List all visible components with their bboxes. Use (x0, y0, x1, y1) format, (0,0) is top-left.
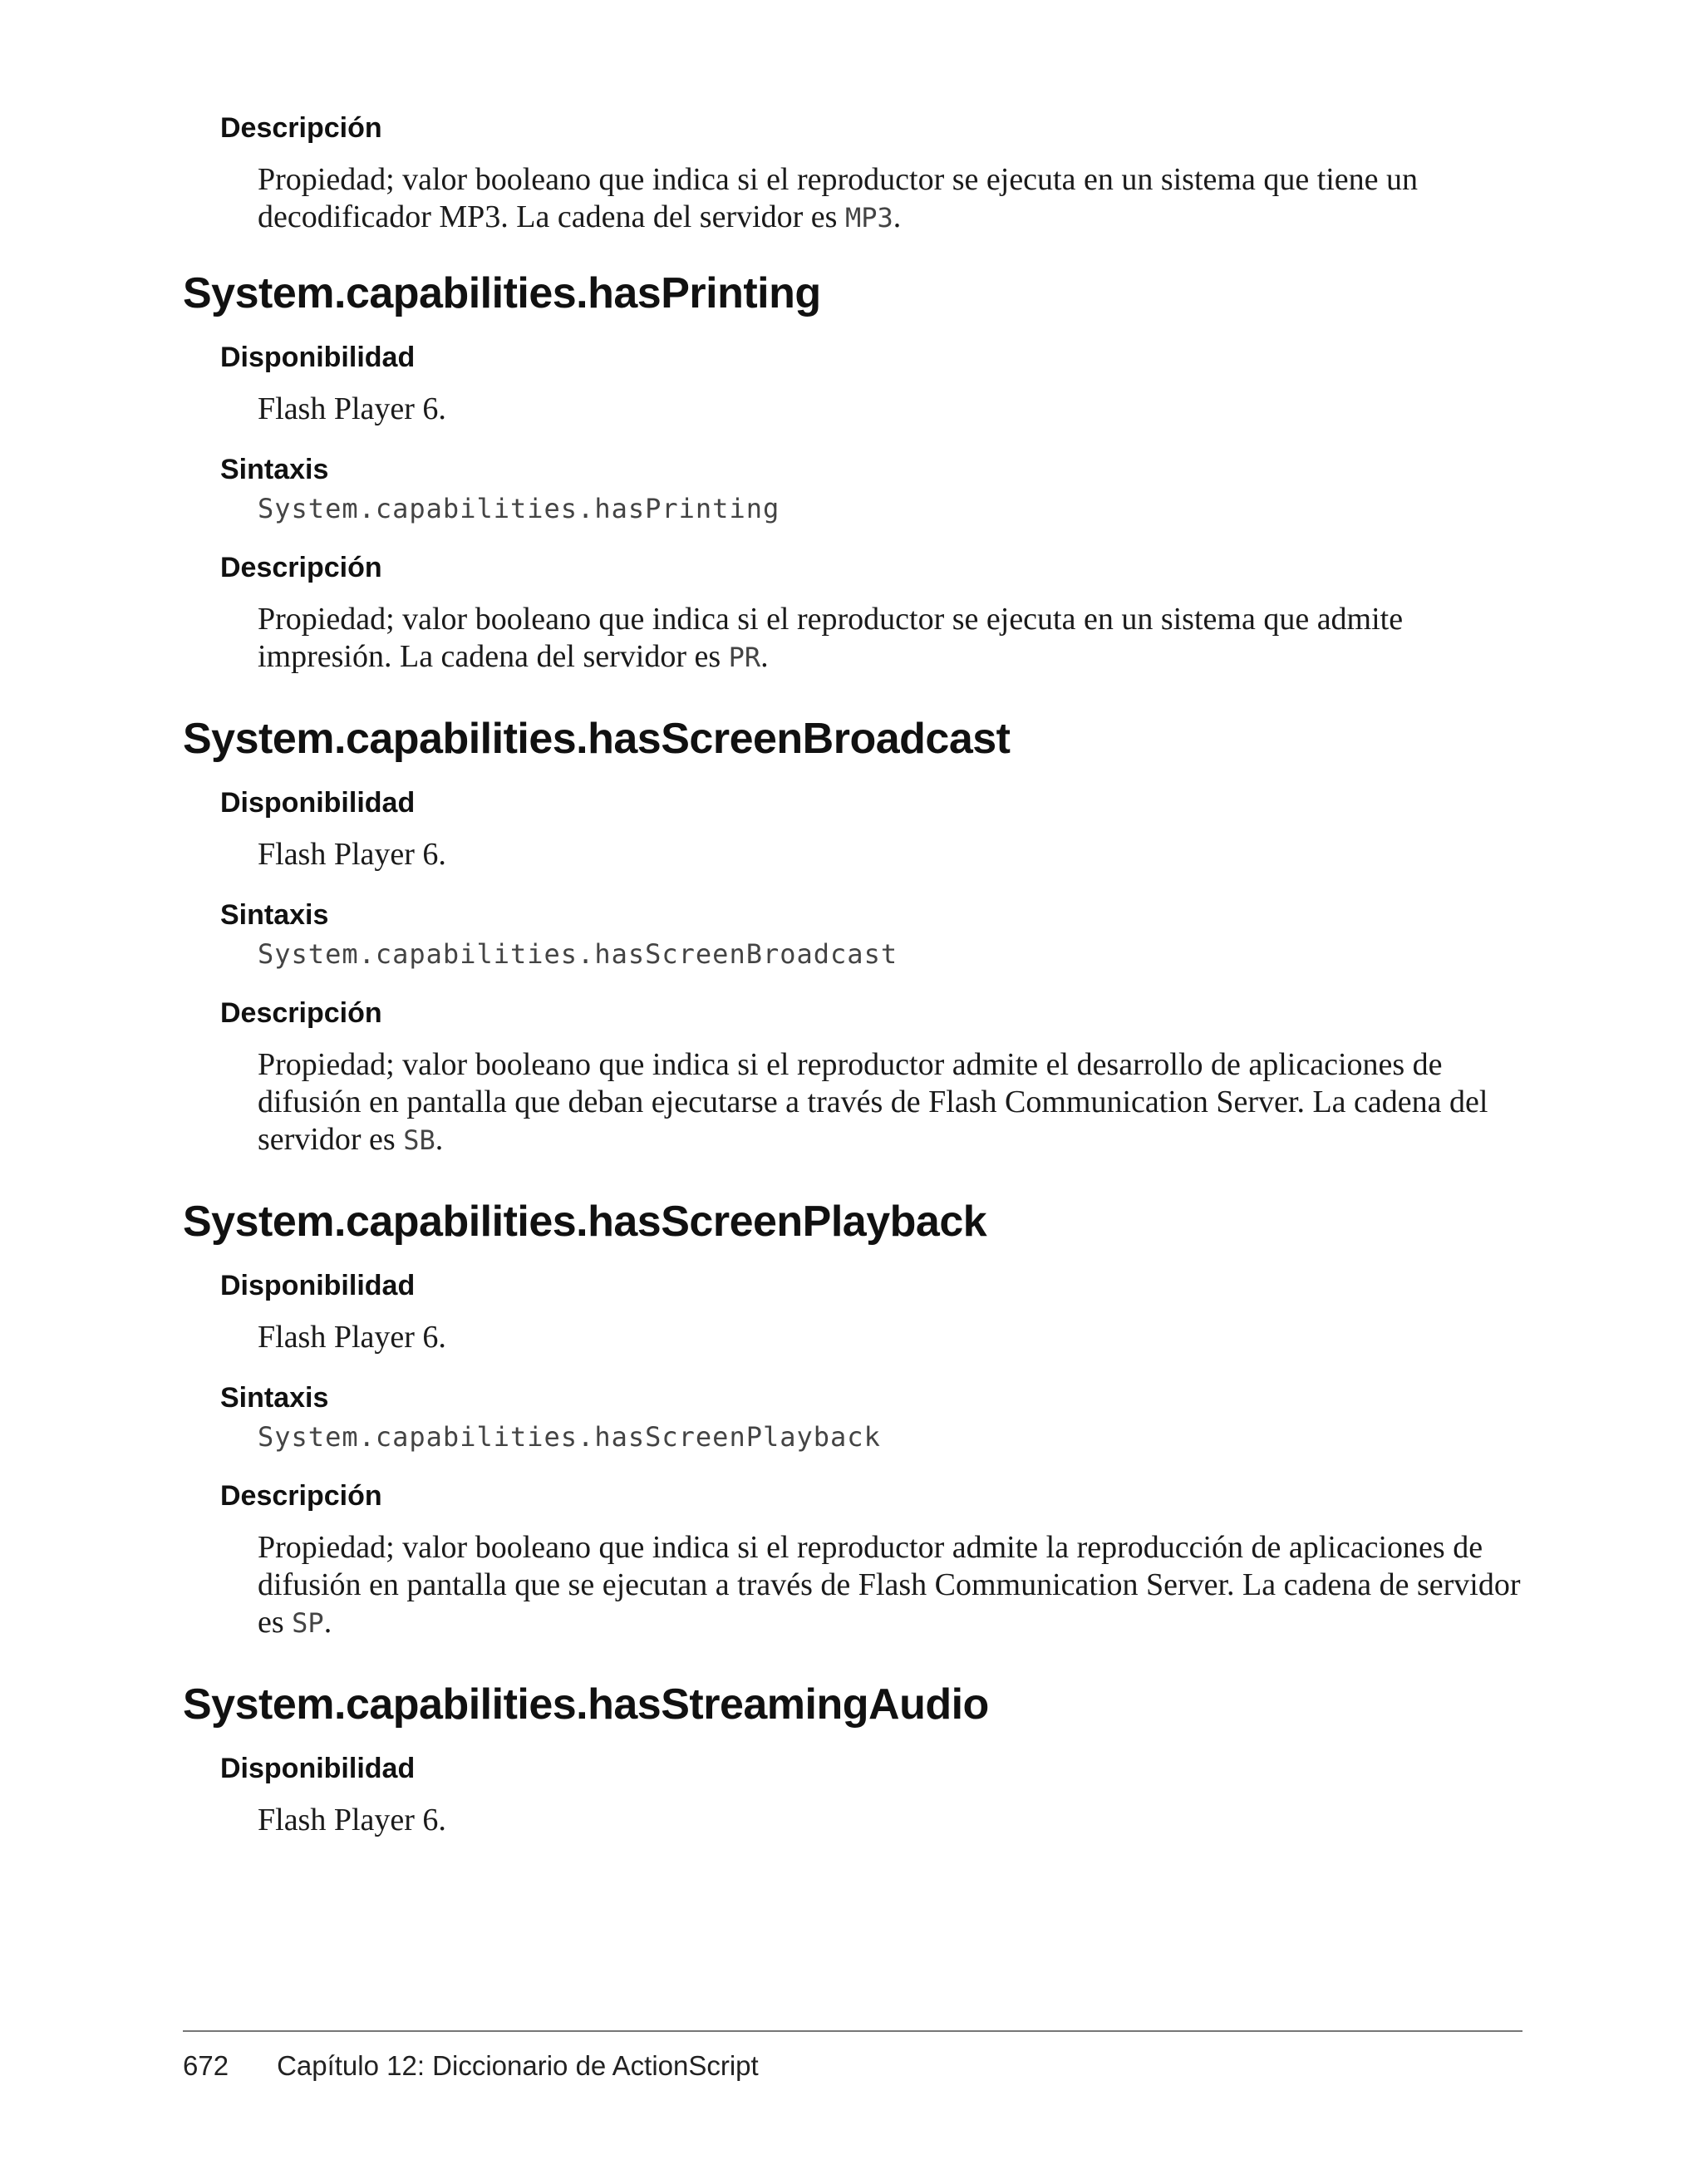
description-label: Descripción (220, 997, 382, 1029)
availability-label: Disponibilidad (220, 342, 416, 373)
page-footer (183, 2049, 759, 2083)
availability-label: Disponibilidad (220, 787, 416, 819)
availability-text: Flash Player 6. (258, 1320, 446, 1355)
description-label: Descripción (220, 112, 382, 144)
entry-title: System.capabilities.hasPrinting (183, 269, 821, 317)
availability-text: Flash Player 6. (258, 1803, 446, 1837)
availability-label: Disponibilidad (220, 1270, 416, 1301)
entries (0, 264, 1702, 1839)
syntax-label: Sintaxis (220, 899, 329, 931)
syntax-label: Sintaxis (220, 454, 329, 485)
entry-has-printing (0, 264, 1702, 676)
description-label: Descripción (220, 1480, 382, 1512)
availability-label: Disponibilidad (220, 1753, 416, 1784)
inline-code: SP (292, 1607, 324, 1639)
entry-title: System.capabilities.hasScreenBroadcast (183, 715, 1011, 763)
description-text: Propiedad; valor booleano que indica si el reproductor admite la reproducción de aplicaciones de difusión en pantalla que se ejecutan a través de Flash Communication Server. La cadena de servidor es SP. (258, 1530, 1521, 1640)
inline-code: MP3 (844, 202, 893, 234)
syntax-code: System.capabilities.hasPrinting (258, 493, 780, 524)
description-text: Propiedad; valor booleano que indica si el reproductor se ejecuta en un sistema que admite impresión. La cadena del servidor es PR. (258, 602, 1404, 674)
entry-has-streaming-audio (0, 1675, 1702, 1839)
entry-has-screen-playback (0, 1193, 1702, 1642)
entry-title: System.capabilities.hasScreenPlayback (183, 1198, 987, 1246)
entry-title: System.capabilities.hasStreamingAudio (183, 1680, 989, 1729)
syntax-label: Sintaxis (220, 1382, 329, 1414)
syntax-code: System.capabilities.hasScreenPlayback (258, 1421, 881, 1453)
syntax-code: System.capabilities.hasScreenBroadcast (258, 938, 898, 970)
footer-divider (183, 2030, 1522, 2032)
description-text: Propiedad; valor booleano que indica si el reproductor se ejecuta en un sistema que tiene un decodificador MP3. La cadena del servidor es MP3. (258, 162, 1419, 234)
inline-code: SB (403, 1124, 435, 1156)
entry-has-screen-broadcast (0, 710, 1702, 1159)
description-label: Descripción (220, 552, 382, 583)
description-text: Propiedad; valor booleano que indica si el reproductor admite el desarrollo de aplicaciones de difusión en pantalla que deban ejecutarse a través de Flash Communication Server. La cadena del servidor es SB. (258, 1047, 1488, 1157)
inline-code: PR (728, 642, 761, 673)
intro-description (0, 106, 1702, 237)
page-number: 672 (183, 2050, 229, 2081)
chapter-title: Capítulo 12: Diccionario de ActionScript (277, 2050, 759, 2081)
availability-text: Flash Player 6. (258, 391, 446, 426)
availability-text: Flash Player 6. (258, 837, 446, 872)
